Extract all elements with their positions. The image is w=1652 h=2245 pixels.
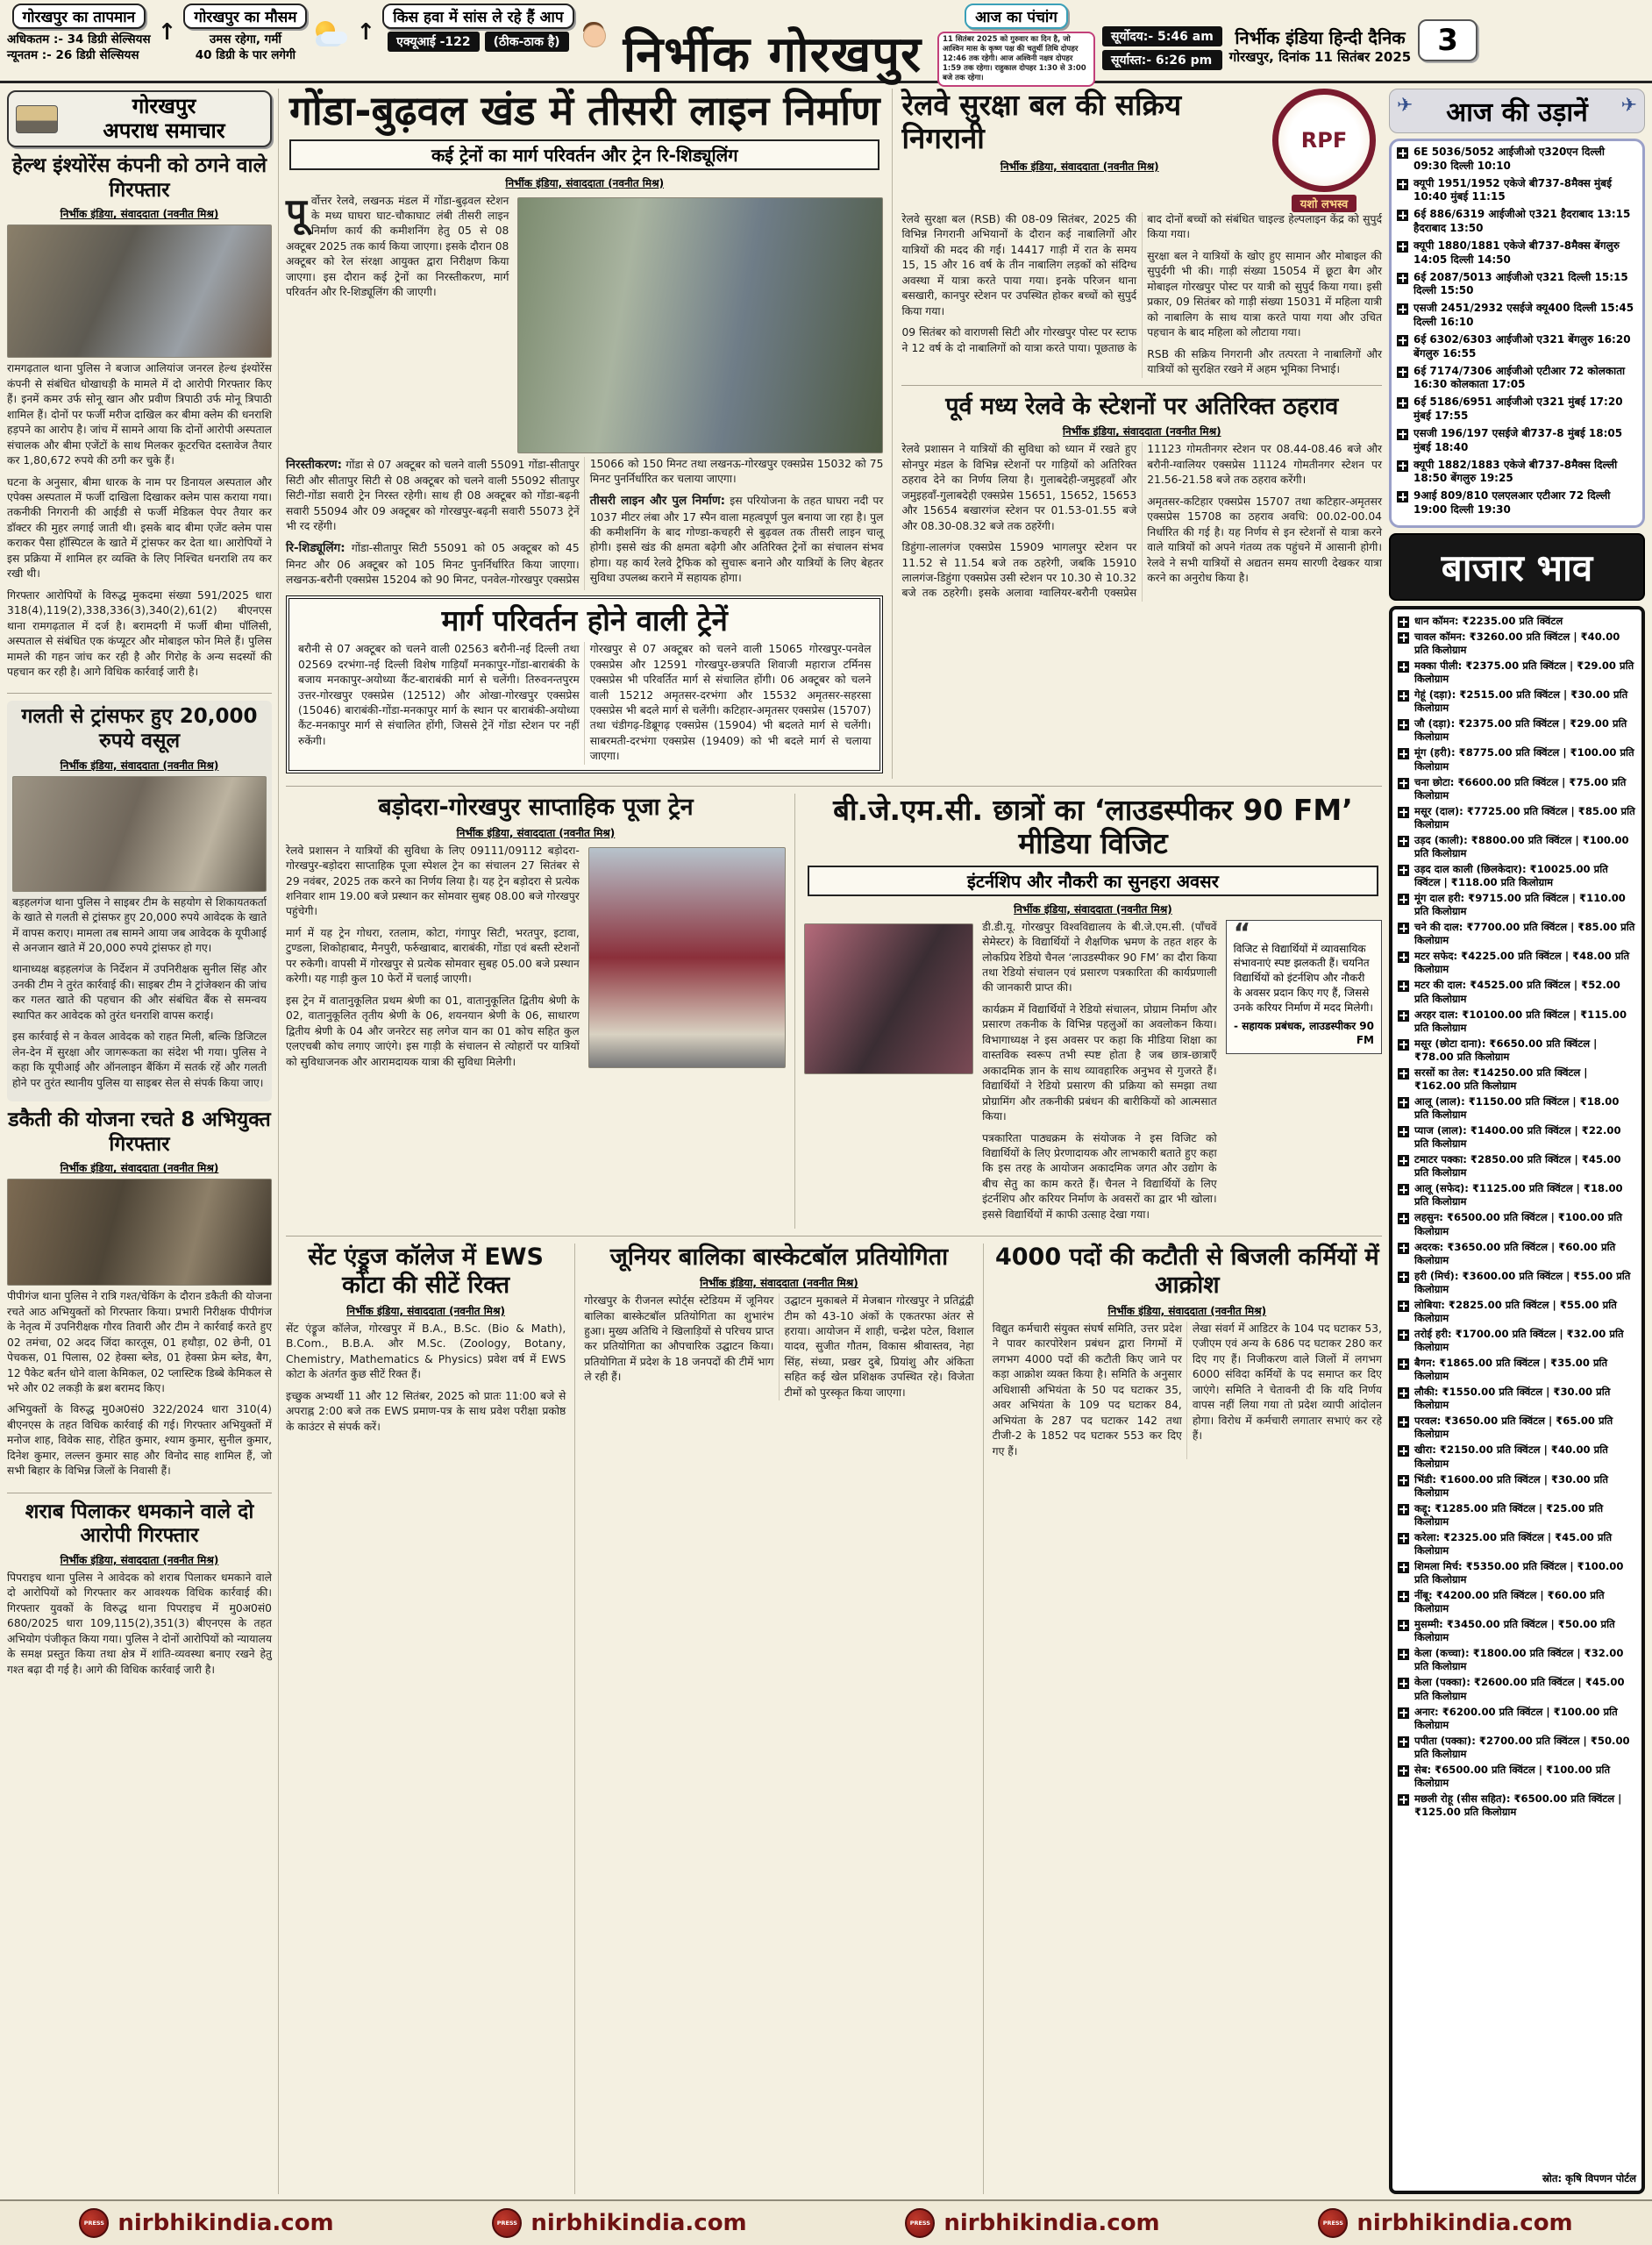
article-byline: निर्भीक इंडिया, संवाददाता (नवनीत मिश्र) <box>1014 902 1172 916</box>
market-price-text: मटर सफेद: ₹4225.00 प्रति क्विंटल | ₹48.00 प्रति किलोग्राम <box>1414 950 1630 976</box>
ornament-bullet-icon <box>1398 1649 1409 1660</box>
article-baroda-train <box>286 794 786 1229</box>
aqi-value: एक्यूआई -122 <box>388 32 479 52</box>
left-column <box>7 89 279 2194</box>
market-price-text: लौकी: ₹1550.00 प्रति क्विंटल | ₹30.00 प्रति किलोग्राम <box>1414 1386 1611 1412</box>
flight-item <box>1397 396 1637 424</box>
market-price-text: लहसुन: ₹6500.00 प्रति क्विंटल | ₹100.00 प्रति किलोग्राम <box>1414 1211 1622 1237</box>
article-byline: निर्भीक इंडिया, संवाददाता (नवनीत मिश्र) <box>456 826 616 839</box>
market-header: बाजार भाव <box>1389 533 1645 601</box>
article-ews-seats <box>286 1244 566 2194</box>
article-extra-stoppage <box>901 393 1382 602</box>
article-health-insurance <box>7 154 272 686</box>
market-price-text: भिंडी: ₹1600.00 प्रति क्विंटल | ₹30.00 प्रति किलोग्राम <box>1414 1472 1608 1499</box>
quote-text: विजिट से विद्यार्थियों में व्यावसायिक संभावनाएं स्पष्ट झलकती हैं। चयनित विद्यार्थियों को इंटर्नशिप और नौकरी के अवसर प्रदान किए गए हैं, जिससे उनके करियर निर्माण में मदद मिलेगी। <box>1233 942 1373 1014</box>
panchang-title: आज का पंचांग <box>965 4 1068 29</box>
ornament-bullet-icon <box>1397 367 1408 378</box>
market-price-item <box>1398 950 1636 976</box>
up-arrow-icon: ↑ <box>356 19 376 46</box>
flight-item-text: क्यूपी 1882/1883 एकेजे बी737-8मैक्स दिल्ली 18:50 बेंगलुरु 19:25 <box>1413 458 1618 485</box>
article-title: गोंडा-बुढ़वल खंड में तीसरी लाइन निर्माण <box>288 87 880 134</box>
market-price-item <box>1398 1618 1636 1644</box>
article-body: पीपीगंज थाना पुलिस ने रात्रि गश्त/चेकिंग के दौरान डकैती की योजना रचते आठ अभियुक्तों को गिरफ्तार किया। प्रभारी निरीक्षक पीपीगंज के नेतृत्व में उपनिरीक्षक गौरव तिवारी और टीम ने कार्रवाई करते हुए 02 तमंचा, 02 अदद जिंदा कारतूस, 01 हथौड़ा, 02 छेनी, 01 पेचकस, 01 पिलास, 02 हेक्सा ब्लेड, 01 हेक्सा फ्रेम ब्लेड, बैग, 12 पैकेट बर्तन धोने वाला केमिकल, 02 प्लास्टिक डिब्बे केमिकल से भरे और 02 लकड़ी के ब्रश बरामद किए। अभियुक्तों के विरुद्ध मु0अ0सं0 322/2024 धारा 310(4) बीएनएस के तहत विधिक कार्रवाई की गई। गिरफ्तार अभियुक्तों में मनोज शाह, विवेक साह, रोहित कुमार, श्याम कुमार, सुनील कुमार, दिनेश कुमार, लल्लन कुमार साह और विनोद साह शामिल हैं, जो सभी बिहार के विभिन्न जिलों के निवासी हैं। <box>7 1290 272 1478</box>
crime-badge-line1: गोरखपुर <box>132 94 196 118</box>
aqi-note: (ठीक-ठाक है) <box>485 32 569 52</box>
temperature-box <box>7 4 151 63</box>
ornament-bullet-icon <box>1398 1445 1409 1457</box>
article-byline: निर्भीक इंडिया, संवाददाता (नवनीत मिश्र) <box>60 1553 219 1566</box>
market-price-item <box>1398 1008 1636 1035</box>
flight-item <box>1397 459 1637 487</box>
article-byline: निर्भीक इंडिया, संवाददाता (नवनीत मिश्र) <box>60 1162 219 1175</box>
market-price-text: कद्दू: ₹1285.00 प्रति क्विंटल | ₹25.00 प्रति किलोग्राम <box>1414 1501 1604 1528</box>
ornament-bullet-icon <box>1398 865 1409 876</box>
market-price-item <box>1398 1647 1636 1673</box>
market-price-item <box>1398 1560 1636 1586</box>
photo-dacoity-accused <box>7 1179 272 1286</box>
article-body: सेंट एंड्रूज कॉलेज, गोरखपुर में B.A., B.Sc. (Bio & Math), B.Com., B.B.A. और M.Sc. (Zoology, Botany, Chemistry, Mathematics & Physics) प्रवेश वर्ष में EWS कोटा के अंतर्गत कुछ सीटें रिक्त हैं। इच्छुक अभ्यर्थी 11 और 12 सितंबर, 2025 को प्रातः 11:00 बजे से अपराह्न 2:00 बजे तक EWS प्रमाण-पत्र के साथ प्रवेश परीक्षा प्रकोष्ठ के काउंटर से संपर्क करें। <box>286 1322 566 1433</box>
up-arrow-icon: ↑ <box>157 19 177 46</box>
ornament-bullet-icon <box>1398 1794 1409 1806</box>
rpf-motto: यशो लभस्व <box>1292 195 1357 212</box>
market-price-text: मूंग दाल हरी: ₹9715.00 प्रति क्विंटल | ₹110.00 प्रति किलोग्राम <box>1414 892 1626 918</box>
article-bjmc <box>794 794 1382 1229</box>
flight-item-text: 6ई 2087/5013 आईजीओ ए321 दिल्ली 15:15 दिल्ली 15:50 <box>1413 270 1628 297</box>
ornament-bullet-icon <box>1398 748 1409 759</box>
market-price-item <box>1398 1270 1636 1296</box>
rpf-emblem-icon: RPF <box>1272 89 1376 192</box>
aqi-box-title: किस हवा में सांस ले रहे हैं आप <box>382 4 573 29</box>
section-text: गोंडा-सीतापुर सिटी 55091 को 05 अक्टूबर को 45 मिनट और 06 अक्टूबर को 105 मिनट पुनर्निर्धारित किया जाएगा। लखनऊ-बरौनी एक्सप्रेस 15204 को 90 मिनट, पनवेल-गोरखपुर एक्सप्रेस 15066 को 150 मिनट तथा लखनऊ-गोरखपुर एक्सप्रेस 15032 को 75 मिनट पुनर्निर्धारित कर चलाया जाएगा। <box>286 457 884 587</box>
market-price-text: जौ (दड़ा): ₹2375.00 प्रति क्विंटल | ₹29.00 प्रति किलोग्राम <box>1414 717 1627 744</box>
panchang-text: 11 सितंबर 2025 को गुरुवार का दिन है, जो आश्विन मास के कृष्ण पक्ष की चतुर्थी तिथि दोपहर 12:46 तक रहेगी। आज अश्विनी नक्षत्र दोपहर 1:59 तक रहेगा। राहुकाल दोपहर 1:30 से 3:00 बजे तक रहेगा। <box>937 32 1095 87</box>
market-price-item <box>1398 921 1636 947</box>
ornament-bullet-icon <box>1398 836 1409 847</box>
market-price-text: मटर की दाल: ₹4525.00 प्रति क्विंटल | ₹52.00 प्रति किलोग्राम <box>1414 979 1620 1005</box>
market-price-text: धान कॉमन: ₹2235.00 प्रति क्विंटल <box>1414 614 1563 627</box>
sun-times <box>1102 26 1222 70</box>
market-price-text: पपीता (पक्का): ₹2700.00 प्रति क्विंटल | ₹50.00 प्रति किलोग्राम <box>1414 1734 1630 1760</box>
market-price-item <box>1398 1241 1636 1267</box>
center-column <box>286 89 1382 2194</box>
article-byline: निर्भीक इंडिया, संवाददाता (नवनीत मिश्र) <box>505 176 665 189</box>
ornament-bullet-icon <box>1398 1504 1409 1515</box>
press-logo-icon: PRESS <box>1318 2208 1348 2238</box>
paper-edition-date: गोरखपुर, दिनांक 11 सितंबर 2025 <box>1228 49 1412 65</box>
ornament-bullet-icon <box>1398 980 1409 992</box>
market-price-text: बैगन: ₹1865.00 प्रति क्विंटल | ₹35.00 प्रति किलोग्राम <box>1414 1357 1608 1383</box>
ornament-bullet-icon <box>1398 1068 1409 1080</box>
photo-train-front <box>588 847 786 1068</box>
article-title: बी.जे.एम.सी. छात्रों का ‘लाउडस्पीकर 90 FM’ मीडिया विजिट <box>833 792 1353 860</box>
market-price-text: मक्का पीली: ₹2375.00 प्रति क्विंटल | ₹29.00 प्रति किलोग्राम <box>1414 659 1634 686</box>
ornament-bullet-icon <box>1398 1184 1409 1195</box>
article-liquor-threat <box>7 1500 272 1684</box>
market-price-text: अरहर दाल: ₹10100.00 प्रति क्विंटल | ₹115.00 प्रति किलोग्राम <box>1414 1008 1627 1034</box>
ornament-bullet-icon <box>1398 690 1409 702</box>
market-price-text: मसूर (छोटा दाना): ₹6650.00 प्रति क्विंटल | ₹78.00 प्रति किलोग्राम <box>1414 1037 1598 1063</box>
flights-list <box>1389 139 1645 528</box>
market-source: स्रोत: कृषि विपणन पोर्टल <box>1542 2171 1636 2184</box>
flight-item <box>1397 365 1637 393</box>
market-price-item <box>1398 1443 1636 1470</box>
market-price-item <box>1398 1182 1636 1208</box>
article-body: गोरखपुर के रीजनल स्पोर्ट्स स्टेडियम में जूनियर बालिका बास्केटबॉल प्रतियोगिता का शुभारंभ हुआ। मुख्य अतिथि ने खिलाड़ियों से परिचय प्राप्त कर प्रतियोगिता का औपचारिक उद्घाटन किया। प्रतियोगिता में प्रदेश के 18 जनपदों की टीमें भाग ले रही हैं। उद्घाटन मुकाबले में मेजबान गोरखपुर ने प्रतिद्वंद्वी टीम को 43-10 अंकों के एकतरफा अंतर से हराया। आयोजन में शाही, चन्द्रेश पटेल, विशाल यादव, सुजीत गौतम, विकास श्रीवास्तव, नेहा सिंह, संध्या, प्रखर दुबे, प्रियांशु और अंकिता सहित कई खेल प्रशिक्षक उपस्थित रहे। विजेता टीमों को पुरस्कृत किया जाएगा। <box>584 1294 974 1399</box>
article-subhead: इंटर्नशिप और नौकरी का सुनहरा अवसर <box>808 866 1378 896</box>
ornament-bullet-icon <box>1397 460 1408 472</box>
ornament-bullet-icon <box>1398 1126 1409 1137</box>
market-price-text: केला (पक्का): ₹2600.00 प्रति क्विंटल | ₹45.00 प्रति किलोग्राम <box>1414 1676 1625 1702</box>
article-body: रेलवे सुरक्षा बल (RSB) की 08-09 सितंबर, 2025 की विभिन्न निगरानी अभियानों के दौरान कई नाबालिगों और यात्रियों की मदद की गई। 14417 गाड़ी में रात के समय 15, 15 और 16 वर्ष के तीन नाबालिग लड़कों को संदिग्ध अवस्था में यात्रा करते पाया गया। इनके परिजन थाना बसखारी, कानपुर स्टेशन पर उपस्थित होकर बच्चों को सुपुर्द किया गया। 09 सितंबर को वाराणसी सिटी और गोरखपुर पोस्ट पर स्टाफ ने 12 वर्ष के दो नाबालिगों को यात्रा करते पाया। पूछताछ के बाद दोनों बच्चों को संबंधित चाइल्ड हेल्पलाइन केंद्र को सुपुर्द किया गया। सुरक्षा बल ने यात्रियों के खोए हुए सामान और मोबाइल की सुपुर्दगी भी की। गाड़ी संख्या 15054 में छूटा बैग और मोबाइल गोरखपुर पोस्ट पर यात्री को सुपुर्द किया गया। इसी प्रकार, 09 सितंबर को गाड़ी संख्या 15031 में महिला यात्री को नाबालिग के साथ यात्रा करते पाया गया और उचित पहचान के बाद महिला को लौटाया गया। RSB की सक्रिय निगरानी और तत्परता ने नाबालिगों और यात्रियों को सुरक्षित रखने में अहम भूमिका निभाई। <box>901 213 1382 376</box>
ornament-bullet-icon <box>1398 1272 1409 1283</box>
ornament-bullet-icon <box>1398 778 1409 789</box>
website-link[interactable]: nirbhikindia.com <box>117 2210 334 2236</box>
footer-link-group <box>905 2208 1159 2238</box>
market-box <box>1389 606 1645 2194</box>
photo-police-arrest <box>7 224 272 358</box>
market-price-item <box>1398 834 1636 860</box>
ornament-bullet-icon <box>1398 1707 1409 1719</box>
market-price-item <box>1398 1037 1636 1064</box>
ornament-bullet-icon <box>1398 1562 1409 1573</box>
photo-railway-inspection <box>517 197 883 453</box>
article-basketball <box>574 1244 973 2194</box>
flight-item-text: एसजी 196/197 एसईजे बी737-8 मुंबई 18:05 मुंबई 18:40 <box>1413 426 1623 453</box>
market-price-text: नींबू: ₹4200.00 प्रति क्विंटल | ₹60.00 प्रति किलोग्राम <box>1414 1589 1605 1615</box>
article-title: बड़ोदरा-गोरखपुर साप्ताहिक पूजा ट्रेन <box>378 793 694 821</box>
right-sidebar <box>1389 89 1645 2194</box>
market-price-text: मसूर (दाल): ₹7725.00 प्रति क्विंटल | ₹85.00 प्रति किलोग्राम <box>1414 804 1635 830</box>
market-price-item <box>1398 1531 1636 1557</box>
aqi-box <box>382 4 573 52</box>
market-price-text: मुसम्मी: ₹3450.00 प्रति क्विंटल | ₹50.00 प्रति किलोग्राम <box>1414 1618 1615 1644</box>
article-body: रामगढ़ताल थाना पुलिस ने बजाज आलियांज जनरल हेल्थ इंश्योरेंस कंपनी से संबंधित धोखाधड़ी के मामले में दो आरोपी गिरफ्तार किए हैं। इनमें कमर उर्फ सोनू खान और प्रवीण त्रिपाठी उर्फ मोनू त्रिपाठी शामिल हैं। दोनों पर फर्जी मरीज दाखिल कर बीमा क्लेम की धनराशि हड़पने का आरोप है। जांच में सामने आया कि दोनों आरोपी अस्पताल संचालक और बीमा एजेंटों के साथ मिलकर कूटरचित दस्तावेज तैयार कर 1,80,672 रुपये की ठगी कर चुके हैं। घटना के अनुसार, बीमा धारक के नाम पर डिनायल अस्पताल और एपेक्स अस्पताल में फर्जी दाखिला दिखाकर क्लेम पास कराया गया। तकनीकी निगरानी की आईडी से फर्जी मेडिकल पेपर तैयार कर डॉक्टर की मुहर लगाई जाती थी। इसके बाद बीमा एजेंट क्लेम पास कराकर पैसा हॉस्पिटल के खाते में ट्रांसफर कर देता था। आरोपियों ने इस प्रक्रिया में शामिल हर व्यक्ति के लिए निश्चित धनराशि तय कर रखी थी। गिरफ्तार आरोपियों के विरुद्ध मुकदमा संख्या 591/2025 धारा 318(4),119(2),338,336(3),340(2),61(2) बीएनएस थाना रामगढ़ताल में दर्ज है। बरामदगी में फर्जी बीमा पॉलिसी, अस्पताल से संबंधित एक कंप्यूटर और मोबाइल फोन मिले हैं। पुलिस मामले की गहन जांच कर रही है और गिरोह के अन्य सदस्यों की पहचान कर रही है। आगे विधिक कार्रवाई जारी है। <box>7 362 272 678</box>
article-title: रेलवे सुरक्षा बल की सक्रिय निगरानी <box>901 88 1182 155</box>
ornament-bullet-icon <box>1398 616 1409 628</box>
market-price-item <box>1398 746 1636 773</box>
flight-item-text: 6ई 6302/6303 आईजीओ ए321 बेंगलुरु 16:20 बेंगलुरु 16:55 <box>1413 332 1631 360</box>
market-price-item <box>1398 1211 1636 1237</box>
article-title: जूनियर बालिका बास्केटबॉल प्रतियोगिता <box>609 1244 949 1272</box>
flight-item <box>1397 427 1637 455</box>
market-price-item <box>1398 1299 1636 1325</box>
market-price-item <box>1398 631 1636 657</box>
ornament-bullet-icon <box>1398 1387 1409 1399</box>
article-byline: निर्भीक इंडिया, संवाददाता (नवनीत मिश्र) <box>1062 425 1221 438</box>
temperature-min: न्यूनतम :- 26 डिग्री सेल्सियस <box>7 48 139 63</box>
market-price-item <box>1398 1415 1636 1441</box>
article-byline: निर्भीक इंडिया, संवाददाता (नवनीत मिश्र) <box>346 1304 505 1317</box>
market-price-item <box>1398 1589 1636 1615</box>
market-price-item <box>1398 1706 1636 1732</box>
ornament-bullet-icon <box>1398 1039 1409 1051</box>
ornament-bullet-icon <box>1397 241 1408 253</box>
route-change-box <box>286 595 883 773</box>
weather-line1: उमस रहेगा, गर्मी <box>209 32 281 46</box>
ornament-bullet-icon <box>1397 147 1408 159</box>
weather-line2: 40 डिग्री के पार लगेगी <box>195 48 296 63</box>
market-price-text: तरोई हरी: ₹1700.00 प्रति क्विंटल | ₹32.00 प्रति किलोग्राम <box>1414 1327 1624 1353</box>
market-price-item <box>1398 1502 1636 1529</box>
market-price-item <box>1398 1764 1636 1790</box>
police-van-icon <box>16 105 58 133</box>
article-sections <box>286 457 883 591</box>
article-byline: निर्भीक इंडिया, संवाददाता (नवनीत मिश्र) <box>60 759 219 772</box>
market-price-text: मछली रोहू (सीस सहित): ₹6500.00 प्रति क्विंटल | ₹125.00 प्रति किलोग्राम <box>1414 1792 1622 1818</box>
section-text: गोंडा से 07 अक्टूबर को चलने वाली 55091 गोंडा-सीतापुर सिटी और सीतापुर सिटी से 08 अक्टूबर को चलने वाली 55092 सीतापुर सिटी-गोंडा सवारी ट्रेन निरस्त रहेगी। साथ ही 08 अक्टूबर को गोंडा-बढ़नी सवारी 55094 और 09 अक्टूबर को गोरखपुर-बढ़नी सवारी 55073 ट्रेनें भी रद रहेंगी। <box>286 458 580 533</box>
article-body: डी.डी.यू. गोरखपुर विश्वविद्यालय के बी.जे.एम.सी. (पाँचवें सेमेस्टर) के विद्यार्थियों ने शैक्षणिक भ्रमण के तहत शहर के लोकप्रिय रेडियो चैनल ‘लाउडस्पीकर 90 FM’ का दौरा किया तथा रेडियो संचालन एवं प्रसारण पत्रकारिता की कार्यप्रणाली की जानकारी प्राप्त की। कार्यक्रम में विद्यार्थियों ने रेडियो संचालन, प्रोग्राम निर्माण और प्रसारण तकनीक के विभिन्न पहलुओं का अवलोकन किया। विभागाध्यक्ष ने इस अवसर पर कहा कि मीडिया शिक्षा का वास्तविक स्वरूप तभी स्पष्ट होता है जब छात्र-छात्राएँ अकादमिक ज्ञान के साथ व्यावहारिक अनुभव से गुजरते हैं। विद्यार्थियों ने रेडियो प्रसारण की प्रक्रिया को समझा तथा प्रोग्रामिंग और तकनीकी प्रबंधन की बारीकियों को आत्मसात किया। पत्रकारिता पाठ्यक्रम के संयोजक ने इस विजिट को विद्यार्थियों के लिए प्रेरणादायक और लाभकारी बताते हुए कहा कि इस तरह के आयोजन अकादमिक जगत और उद्योग के बीच सेतु का काम करते हैं। चैनल ने विद्यार्थियों के लिए इंटर्नशिप और करियर निर्माण के अवसरों का द्वार भी खोला। इससे विद्यार्थियों में काफी उत्साह देखा गया। <box>982 920 1217 1221</box>
crime-badge-line2: अपराध समाचार <box>103 118 225 143</box>
market-price-item <box>1398 1328 1636 1354</box>
article-title: 4000 पदों की कटौती से बिजली कर्मियों में आक्रोश <box>994 1244 1379 1300</box>
flight-item <box>1397 333 1637 361</box>
child-icon <box>581 21 608 51</box>
ornament-bullet-icon <box>1398 807 1409 818</box>
ornament-bullet-icon <box>1398 1620 1409 1631</box>
section-heading: तीसरी लाइन और पुल निर्माण: <box>589 494 725 509</box>
article-dacoity <box>7 1108 272 1486</box>
flight-item <box>1397 177 1637 205</box>
press-logo-icon: PRESS <box>79 2208 109 2238</box>
article-refund <box>7 701 272 1101</box>
ornament-bullet-icon <box>1397 491 1408 502</box>
page-header <box>0 0 1652 83</box>
sunrise-time: सूर्योदय:- 5:46 am <box>1102 26 1222 46</box>
section-text: इस परियोजना के तहत घाघरा नदी पर 1037 मीटर लंबा और 17 स्पैन वाला महत्वपूर्ण पुल बनाया जा रहा है। पुल की कमीशनिंग के बाद गोण्डा-कचहरी से बुढ़वल तक तीसरी लाइन चालू होगी। इससे खंड की क्षमता बढ़ेगी और अतिरिक्त ट्रेनों का संचालन संभव होगा। यह कार्य रेलवे ट्रैफिक को सुचारू बनाने और यात्रियों के लिए बेहतर सुविधा उपलब्ध कराने में सहायक होगा। <box>589 495 884 585</box>
article-title: सेंट एंड्रूज कॉलेज में EWS कोटा की सीटें रिक्त <box>308 1244 545 1300</box>
market-price-item <box>1398 1095 1636 1122</box>
masthead-title: निर्भीक गोरखपुर <box>623 26 922 83</box>
article-rsb <box>893 89 1382 602</box>
article-intro: पूर्वोत्तर रेलवे, लखनऊ मंडल में गोंडा-बुढ़वल स्टेशन के मध्य घाघरा घाट-चौकाघाट लंबी तीसरी लाइन निर्माण कार्य की कमीशनिंग हेतु 05 से 08 अक्टूबर 2025 तक कार्य किया जाएगा। इसके दौरान 08 अक्टूबर को रेल संरक्षा आयुक्त द्वारा निरीक्षण किया जाएगा। इस दौरान कई ट्रेनों का निरस्तीकरण, मार्ग परिवर्तन और रि-शिड्यूलिंग की जाएगी। <box>286 189 509 299</box>
market-price-text: परवल: ₹3650.00 प्रति क्विंटल | ₹65.00 प्रति किलोग्राम <box>1414 1415 1613 1441</box>
page-number: 3 <box>1418 19 1478 61</box>
article-byline: निर्भीक इंडिया, संवाददाता (नवनीत मिश्र) <box>1000 160 1159 173</box>
route-box-body: बरौनी से 07 अक्टूबर को चलने वाली 02563 बरौनी-नई दिल्ली तथा 02569 दरभंगा-नई दिल्ली विशेष गाड़ियाँ मनकापुर-गोंडा-बाराबंकी के बजाय मनकापुर-अयोध्या कैंट-बाराबंकी मार्ग से चलेंगी। तिरुवनन्तपुरम उत्तर-गोरखपुर एक्सप्रेस (12512) और ओखा-गोरखपुर एक्सप्रेस (15046) बाराबंकी-गोंडा-मनकापुर मार्ग के स्थान पर बाराबंकी-अयोध्या कैंट-मनकापुर मार्ग से संचालित होंगी, जिससे ट्रेनें गोंडा स्टेशन पर नहीं रुकेंगी। गोरखपुर से 07 अक्टूबर को चलने वाली 15065 गोरखपुर-पनवेल एक्सप्रेस और 12591 गोरखपुर-छत्रपति शिवाजी महाराज टर्मिनस एक्सप्रेस भी परिवर्तित मार्ग से संचालित होंगी। 06 अक्टूबर को चलने वाली 15212 अमृतसर-दरभंगा और 15532 अमृतसर-सहरसा एक्सप्रेस भी बदले मार्ग से चलेंगी। कटिहार-अमृतसर एक्सप्रेस (15707) तथा चंडीगढ़-डिब्रूगढ़ एक्सप्रेस (15904) भी बदलते मार्ग से चलेंगी। साबरमती-दरभंगा एक्सप्रेस (19409) को भी बदले मार्ग से चलाया जाएगा। <box>298 643 872 763</box>
ornament-bullet-icon <box>1398 1475 1409 1486</box>
article-byline: निर्भीक इंडिया, संवाददाता (नवनीत मिश्र) <box>700 1277 858 1290</box>
market-price-text: चावल कॉमन: ₹3260.00 प्रति क्विंटल | ₹40.00 प्रति किलोग्राम <box>1414 630 1620 656</box>
market-price-text: हरी (मिर्च): ₹3600.00 प्रति क्विंटल | ₹55.00 प्रति किलोग्राम <box>1414 1269 1631 1295</box>
ornament-bullet-icon <box>1398 923 1409 934</box>
ornament-bullet-icon <box>1398 1301 1409 1312</box>
rpf-emblem <box>1266 89 1382 212</box>
press-logo-icon: PRESS <box>492 2208 522 2238</box>
market-price-text: सरसों का तेल: ₹14250.00 प्रति क्विंटल | ₹162.00 प्रति किलोग्राम <box>1414 1065 1588 1092</box>
ornament-bullet-icon <box>1398 1358 1409 1370</box>
ornament-bullet-icon <box>1398 1591 1409 1602</box>
article-power-protest <box>983 1244 1382 2194</box>
market-price-item <box>1398 1153 1636 1180</box>
weather-box-title: गोरखपुर का मौसम <box>183 4 307 29</box>
website-link[interactable]: nirbhikindia.com <box>943 2210 1160 2236</box>
flight-item-text: क्यूपी 1880/1881 एकेजे बी737-8मैक्स बेंगलुरु 14:05 दिल्ली 14:50 <box>1413 239 1620 266</box>
flights-title: आज की उड़ानें <box>1446 97 1588 128</box>
footer-link-group <box>492 2208 746 2238</box>
article-title: पूर्व मध्य रेलवे के स्टेशनों पर अतिरिक्त ठहराव <box>945 392 1339 420</box>
article-body: पिपराइच थाना पुलिस ने आवेदक को शराब पिलाकर धमकाने वाले दो आरोपियों को गिरफ्तार कर आवश्यक विधिक कार्रवाई की। गिरफ्तार युवकों के विरुद्ध थाना पिपराइच में मु0अ0सं0 680/2025 धारा 109,115(2),351(3) बीएनएस के तहत अभियोग पंजीकृत किया गया। पुलिस ने दोनों आरोपियों को न्यायालय के समक्ष प्रस्तुत किया तथा क्षेत्र में शांति-व्यवस्था बनाए रखने हेतु गश्त बढ़ा दी गई है। आगे की विधिक कार्रवाई जारी है। <box>7 1571 272 1676</box>
market-price-item <box>1398 1386 1636 1412</box>
flight-item <box>1397 271 1637 299</box>
article-byline: निर्भीक इंडिया, संवाददाता (नवनीत मिश्र) <box>60 208 219 221</box>
quote-icon: “ <box>1233 917 1251 949</box>
ornament-bullet-icon <box>1397 335 1408 346</box>
market-price-item <box>1398 1792 1636 1819</box>
ornament-bullet-icon <box>1397 179 1408 190</box>
article-byline: निर्भीक इंडिया, संवाददाता (नवनीत मिश्र) <box>1107 1304 1267 1317</box>
photo-refund-handover <box>12 776 267 892</box>
footer-link-group <box>1318 2208 1572 2238</box>
market-price-item <box>1398 979 1636 1005</box>
market-price-text: उड़द दाल काली (छिलकेदार): ₹10025.00 प्रति क्विंटल | ₹118.00 प्रति किलोग्राम <box>1414 862 1608 888</box>
temperature-max: अधिकतम :- 34 डिग्री सेल्सियस <box>7 32 151 46</box>
quote-box <box>1226 917 1382 1055</box>
market-price-text: गेहूं (दड़ा): ₹2515.00 प्रति क्विंटल | ₹30.00 प्रति किलोग्राम <box>1414 688 1628 715</box>
paper-name: निर्भीक इंडिया हिन्दी दैनिक <box>1235 27 1406 48</box>
temperature-box-title: गोरखपुर का तापमान <box>12 4 146 29</box>
ornament-bullet-icon <box>1397 303 1408 315</box>
market-price-item <box>1398 615 1636 628</box>
ornament-bullet-icon <box>1398 1243 1409 1254</box>
ornament-bullet-icon <box>1398 1213 1409 1224</box>
ornament-bullet-icon <box>1398 661 1409 673</box>
plane-icon: ✈ <box>1620 95 1637 117</box>
ornament-bullet-icon <box>1398 894 1409 905</box>
flight-item-text: 6E 5036/5052 आईजीओ ए320एन दिल्ली 09:30 दिल्ली 10:10 <box>1413 146 1605 172</box>
ornament-bullet-icon <box>1398 951 1409 963</box>
market-price-item <box>1398 1124 1636 1151</box>
ornament-bullet-icon <box>1397 210 1408 221</box>
article-third-line <box>286 89 883 779</box>
website-link[interactable]: nirbhikindia.com <box>530 2210 747 2236</box>
article-body: विद्युत कर्मचारी संयुक्त संघर्ष समिति, उत्तर प्रदेश ने पावर कारपोरेशन प्रबंधन द्वारा निगमों में लगभग 4000 पदों की कटौती किए जाने पर कड़ा आक्रोश व्यक्त किया है। समिति के अनुसार अधिशासी अभियंता के 50 पद घटाकर 35, अवर अभियंता के 109 पद घटाकर 84, अभियंता के 287 पद घटाकर 142 तथा टीजी-2 के 1852 पद घटाकर 553 कर दिए गए हैं। लेखा संवर्ग में आडिटर के 104 पद घटाकर 53, एजीएम एवं अन्य के 686 पद घटाकर 280 कर दिए गए हैं। निजीकरण वाले जिलों में लगभग 6000 संविदा कर्मियों के पद समाप्त कर दिए जाएंगे। समिति ने चेतावनी दी कि यदि निर्णय वापस नहीं लिया गया तो प्रदेश व्यापी आंदोलन होगा। विरोध में कर्मचारी लगातार सभाएं कर रहे हैं। <box>992 1322 1382 1457</box>
ornament-bullet-icon <box>1398 1155 1409 1166</box>
flight-item <box>1397 239 1637 267</box>
market-price-text: सेब: ₹6500.00 प्रति क्विंटल | ₹100.00 प्रति किलोग्राम <box>1414 1763 1611 1789</box>
section-heading: रि-शिड्यूलिंग: <box>286 541 345 556</box>
market-price-item <box>1398 1676 1636 1702</box>
website-link[interactable]: nirbhikindia.com <box>1356 2210 1573 2236</box>
article-body: रेलवे प्रशासन ने यात्रियों की सुविधा को ध्यान में रखते हुए सोनपुर मंडल के विभिन्न स्टेशनों पर गाड़ियों को अतिरिक्त ठहराव देने का निर्णय लिया है। गुलाबदेही-जमुइहवाँ और जमुइहवाँ-गुलाबदेही एक्सप्रेस 15651, 15652, 15653 और 15654 बखारगंज स्टेशन पर 01.53-01.55 बजे और 08.30-08.32 बजे तक ठहरेंगी। डिहुंगा-लालगंज एक्सप्रेस 15909 भागलपुर स्टेशन पर 11.52 से 11.54 बजे तक ठहरेगी, जबकि 15910 लालगंज-डिहुंगा एक्सप्रेस उसी स्टेशन पर 10.30 से 10.32 बजे तक ठहरेगी। इसके अलावा ग्वालियर-बरौनी एक्सप्रेस 11123 गोमतीनगर स्टेशन पर 08.44-08.46 बजे और बरौनी-ग्वालियर एक्सप्रेस 11124 गोमतीनगर स्टेशन पर 21.56-21.58 बजे तक ठहराव करेंगी। अमृतसर-कटिहार एक्सप्रेस 15707 तथा कटिहार-अमृतसर एक्सप्रेस 15708 का ठहराव अवधि: 00.02-00.04 निर्धारित की गई है। यह निर्णय से इन स्टेशनों से यात्रा करने वाले यात्रियों को अपने गंतव्य तक पहुंचने में आसानी होगी। रेलवे ने सभी यात्रियों से अद्यतन समय सारणी देखकर यात्रा करने का अनुरोध किया है। <box>901 443 1382 600</box>
market-price-text: अनार: ₹6200.00 प्रति क्विंटल | ₹100.00 प्रति किलोग्राम <box>1414 1705 1618 1731</box>
market-price-text: चना छोटा: ₹6600.00 प्रति क्विंटल | ₹75.00 प्रति किलोग्राम <box>1414 775 1627 802</box>
market-price-text: अदरक: ₹3650.00 प्रति क्विंटल | ₹60.00 प्रति किलोग्राम <box>1414 1240 1616 1266</box>
press-logo-icon: PRESS <box>905 2208 935 2238</box>
market-price-item <box>1398 717 1636 744</box>
market-price-text: प्याज (लाल): ₹1400.00 प्रति क्विंटल | ₹22.00 प्रति किलोग्राम <box>1414 1124 1621 1151</box>
crime-news-badge <box>7 90 272 147</box>
quote-container <box>1226 917 1382 1229</box>
flight-item <box>1397 146 1637 174</box>
ornament-bullet-icon <box>1398 1097 1409 1108</box>
flight-item <box>1397 208 1637 236</box>
photo-radio-studio <box>804 923 973 1074</box>
ornament-bullet-icon <box>1398 1010 1409 1022</box>
ornament-bullet-icon <box>1398 1678 1409 1689</box>
flight-item-text: 9आई 809/810 एलएलआर एटीआर 72 दिल्ली 19:00 दिल्ली 19:30 <box>1413 489 1611 517</box>
market-price-text: केला (कच्चा): ₹1800.00 प्रति क्विंटल | ₹32.00 प्रति किलोग्राम <box>1414 1647 1624 1673</box>
market-price-text: शिमला मिर्च: ₹5350.00 प्रति क्विंटल | ₹100.00 प्रति किलोग्राम <box>1414 1559 1624 1586</box>
market-price-item <box>1398 805 1636 831</box>
market-price-text: करेला: ₹2325.00 प्रति क्विंटल | ₹45.00 प्रति किलोग्राम <box>1414 1530 1613 1557</box>
sunset-time: सूर्यास्त:- 6:26 pm <box>1102 50 1222 70</box>
weather-box <box>183 4 307 63</box>
ornament-bullet-icon <box>1398 719 1409 731</box>
ornament-bullet-icon <box>1397 429 1408 440</box>
market-price-text: टमाटर पक्का: ₹2850.00 प्रति क्विंटल | ₹45.00 प्रति किलोग्राम <box>1414 1153 1621 1180</box>
market-price-item <box>1398 1735 1636 1761</box>
ornament-bullet-icon <box>1397 397 1408 409</box>
sun-cloud-icon <box>314 21 349 51</box>
market-price-text: मूंग (हरी): ₹8775.00 प्रति क्विंटल | ₹100.00 प्रति किलोग्राम <box>1414 746 1634 773</box>
ornament-bullet-icon <box>1398 1765 1409 1777</box>
plane-icon: ✈ <box>1397 95 1413 117</box>
route-box-title: मार्ग परिवर्तन होने वाली ट्रेनें <box>441 603 728 638</box>
flight-item <box>1397 302 1637 330</box>
article-body: बड़हलगंज थाना पुलिस ने साइबर टीम के सहयोग से शिकायतकर्ता के खाते से गलती से ट्रांसफर हुए 20,000 रुपये आवेदक के खाते में वापस कराए। मामला तब सामने आया जब आवेदक के यूपीआई से अनजान खाते में 20,000 रुपये ट्रांसफर हो गए। थानाध्यक्ष बड़हलगंज के निर्देशन में उपनिरीक्षक सुनील सिंह और उनकी टीम ने तुरंत कार्रवाई की। साइबर टीम ने ट्रांजेक्शन की जांच कर गलत खाते की पहचान की और संबंधित बैंक से समन्वय स्थापित कर आवेदक को तुरंत धनराशि वापस कराई। इस कार्रवाई से न केवल आवेदक को राहत मिली, बल्कि डिजिटल लेन-देन में सुरक्षा और जागरूकता का संदेश भी गया। पुलिस ने कहा कि यूपीआई और ऑनलाइन बैंकिंग में सतर्क रहें और गलती होने पर तुरंत स्थानीय पुलिस या साइबर सेल से संपर्क किया जाए। <box>12 895 267 1089</box>
market-price-text: चने की दाल: ₹7700.00 प्रति क्विंटल | ₹85.00 प्रति किलोग्राम <box>1414 921 1635 947</box>
market-price-item <box>1398 1357 1636 1383</box>
market-price-text: लोबिया: ₹2825.00 प्रति क्विंटल | ₹55.00 प्रति किलोग्राम <box>1414 1298 1617 1324</box>
article-title: डकैती की योजना रचते 8 अभियुक्त गिरफ्तार <box>8 1108 271 1156</box>
market-price-list <box>1398 615 1636 2170</box>
ornament-bullet-icon <box>1398 1329 1409 1341</box>
paper-identity <box>1229 26 1411 67</box>
article-body: रेलवे प्रशासन ने यात्रियों की सुविधा के लिए 09111/09112 बड़ोदरा-गोरखपुर-बड़ोदरा साप्ताहिक पूजा स्पेशल ट्रेन का संचालन 27 सितंबर से 29 नवंबर, 2025 तक करने का निर्णय लिया है। यह ट्रेन बड़ोदरा से प्रत्येक शनिवार शाम 19.00 बजे प्रस्थान कर सोमवार सुबह 08.00 बजे गोरखपुर पहुंचेगी। मार्ग में यह ट्रेन गोधरा, रतलाम, कोटा, गंगापुर सिटी, भरतपुर, इटावा, टुण्डला, शिकोहाबाद, मैनपुरी, फर्रुखाबाद, बाराबंकी, गोंडा एवं बस्ती स्टेशनों पर रुकेगी। वापसी में गोरखपुर से प्रत्येक सोमवार सुबह 05.00 बजे प्रस्थान करेगी। यह गाड़ी कुल 10 फेरों में चलाई जाएगी। इस ट्रेन में वातानुकूलित प्रथम श्रेणी का 01, वातानुकूलित द्वितीय श्रेणी के 02, वातानुकूलित तृतीय श्रेणी के 06, शयनयान श्रेणी के 06, साधारण द्वितीय श्रेणी के 04 और जनरेटर सह लगेज यान का 01 कोच सहित कुल एलएचबी कोच लगाए जाएंगे। इस गाड़ी के संचालन से त्योहारों पर यात्रियों को सुविधाजनक और आरामदायक यात्रा की सुविधा मिलेगी। <box>286 844 580 1068</box>
article-title: हेल्थ इंश्योरेंस कंपनी को ठगने वाले गिरफ्तार <box>11 154 267 202</box>
flight-item-text: एसजी 2451/2932 एसईजे क्यू400 दिल्ली 15:45 दिल्ली 16:10 <box>1413 302 1634 329</box>
panchang-box <box>937 4 1095 87</box>
footer-link-group <box>79 2208 333 2238</box>
market-price-item <box>1398 776 1636 802</box>
market-price-text: उड़द (काली): ₹8800.00 प्रति क्विंटल | ₹100.00 प्रति किलोग्राम <box>1414 833 1629 859</box>
market-price-item <box>1398 863 1636 889</box>
right-of-main <box>892 89 1382 779</box>
ornament-bullet-icon <box>1397 273 1408 284</box>
article-title: गलती से ट्रांसफर हुए 20,000 रुपये वसूल <box>21 705 258 753</box>
ornament-bullet-icon <box>1398 632 1409 644</box>
market-price-item <box>1398 892 1636 918</box>
quote-attribution: - सहायक प्रबंधक, लाउडस्पीकर 90 FM <box>1234 1019 1374 1047</box>
article-subhead: कई ट्रेनों का मार्ग परिवर्तन और ट्रेन रि-शिड्यूलिंग <box>289 139 879 170</box>
market-price-item <box>1398 688 1636 715</box>
ornament-bullet-icon <box>1398 1736 1409 1748</box>
flight-item <box>1397 489 1637 517</box>
market-price-item <box>1398 1473 1636 1500</box>
ornament-bullet-icon <box>1398 1533 1409 1544</box>
flight-item-text: क्यूपी 1951/1952 एकेजे बी737-8मैक्स मुंबई 10:40 मुंबई 11:15 <box>1413 176 1612 203</box>
flight-item-text: 6ई 7174/7306 आईजीओ एटीआर 72 कोलकाता 16:30 कोलकाता 17:05 <box>1413 364 1626 391</box>
market-price-item <box>1398 1066 1636 1093</box>
flights-header <box>1389 89 1645 133</box>
article-title: शराब पिलाकर धमकाने वाले दो आरोपी गिरफ्तार <box>25 1500 254 1548</box>
section-heading: निरस्तीकरण: <box>286 457 343 472</box>
market-price-text: आलू (सफेद): ₹1125.00 प्रति क्विंटल | ₹18.00 प्रति किलोग्राम <box>1414 1182 1623 1208</box>
market-price-text: खीरा: ₹2150.00 प्रति क्विंटल | ₹40.00 प्रति किलोग्राम <box>1414 1443 1608 1470</box>
page-footer <box>0 2199 1652 2245</box>
market-price-text: आलू (लाल): ₹1150.00 प्रति क्विंटल | ₹18.00 प्रति किलोग्राम <box>1414 1094 1620 1121</box>
flight-item-text: 6ई 886/6319 आईजीओ ए321 हैदराबाद 13:15 हैदराबाद 13:50 <box>1413 208 1631 235</box>
flight-item-text: 6ई 5186/6951 आईजीओ ए321 मुंबई 17:20 मुंबई 17:55 <box>1413 396 1623 423</box>
market-price-item <box>1398 659 1636 686</box>
ornament-bullet-icon <box>1398 1416 1409 1428</box>
